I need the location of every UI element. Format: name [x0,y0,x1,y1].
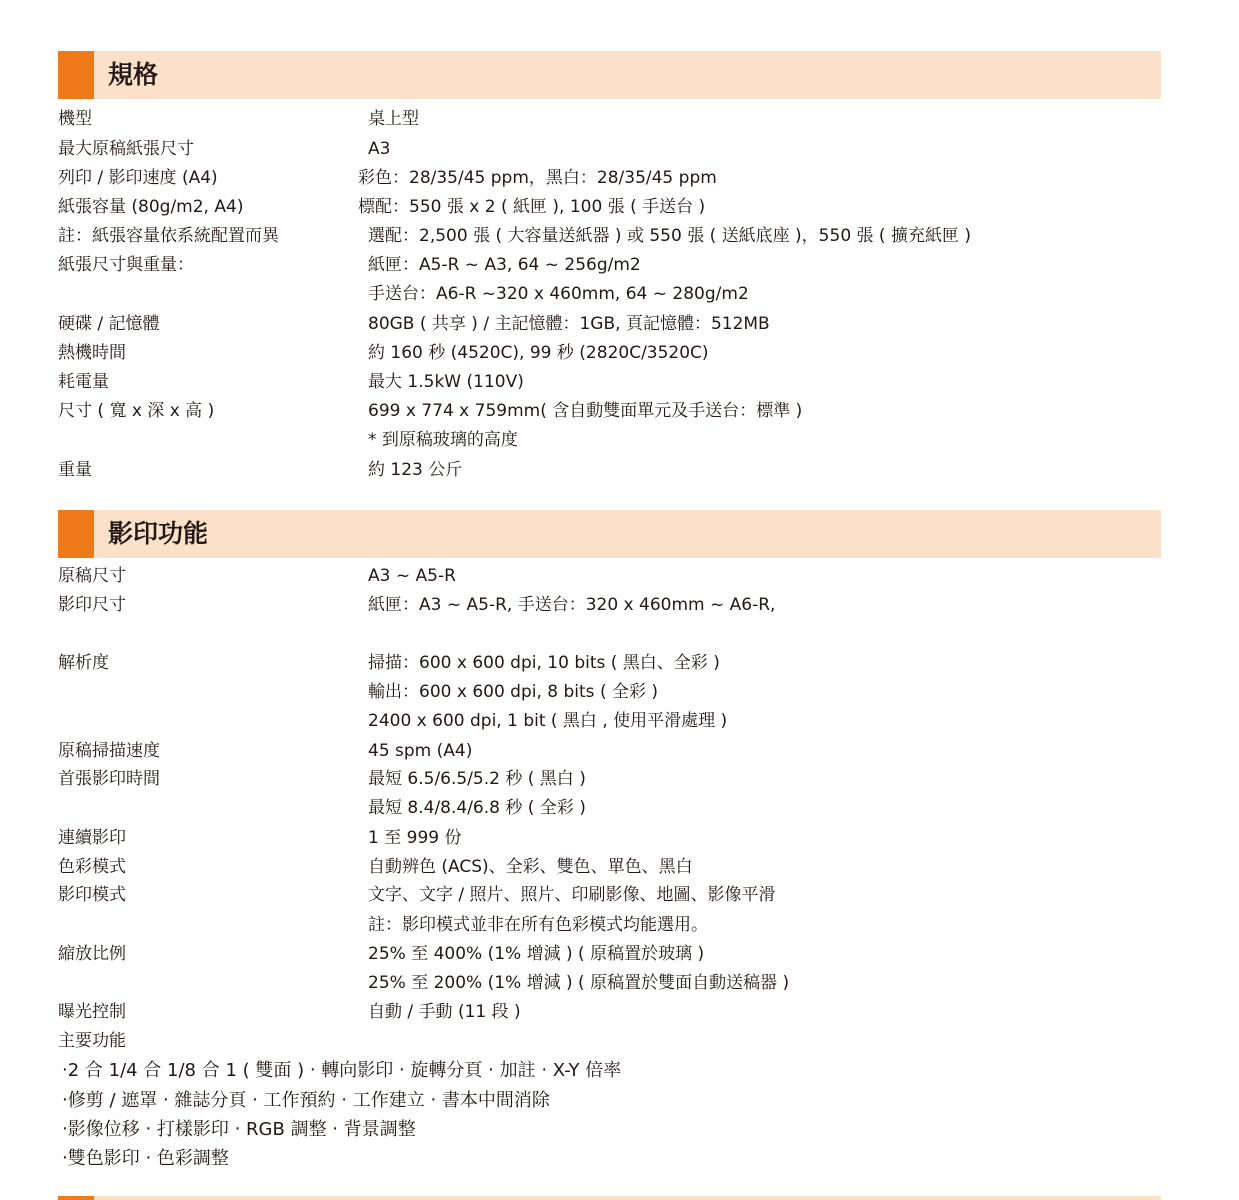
copy-value: 最短 6.5/6.5/5.2 秒 ( 黑白 ) [368,769,586,789]
spec-value: 約 160 秒 (4520C), 99 秒 (2820C/3520C) [368,343,709,363]
copy-label: 原稿尺寸 [58,566,126,586]
copy-value: 25% 至 400% (1% 增減 ) ( 原稿置於玻璃 ) [368,944,705,964]
specs-section-header [58,51,1161,99]
spec-value: A3 [368,139,391,159]
copy-row [0,707,1239,736]
spec-value: 手送台：A6-R ~320 x 460mm, 64 ~ 280g/m2 [368,284,749,304]
copy-value: 掃描：600 x 600 dpi, 10 bits ( 黑白、全彩 ) [368,653,720,673]
spec-value: 選配：2,500 張 ( 大容量送紙器 ) 或 550 張 ( 送紙底座 )，550 張 ( 擴充紙匣 ) [368,226,972,246]
copy-label: 縮放比例 [58,944,126,964]
copy-row [0,940,1239,969]
spec-label: 熱機時間 [58,343,126,363]
section-accent-bar [58,51,94,99]
copy-section-header [58,510,1161,558]
section-accent-bar [58,1196,94,1200]
copy-row [0,765,1239,794]
copy-row [0,1027,1239,1056]
copy-value: A3 ~ A5-R [368,566,456,586]
spec-row [0,339,1239,368]
spec-row [0,105,1239,134]
spec-label: 重量 [58,460,92,480]
section-accent-bar [58,510,94,558]
copy-value: 註：影印模式並非在所有色彩模式均能選用。 [368,915,708,935]
copy-label: 首張影印時間 [58,769,160,789]
spec-label: 硬碟 / 記憶體 [58,314,160,334]
spec-label: 尺寸 ( 寬 x 深 x 高 ) [58,401,215,421]
copy-label: 曝光控制 [58,1002,126,1022]
copy-value: 25% 至 200% (1% 增減 ) ( 原稿置於雙面自動送稿器 ) [368,973,790,993]
spec-value: 最大 1.5kW (110V) [368,372,524,392]
spec-label: 列印 / 影印速度 (A4) [58,168,218,188]
copy-value: 45 spm (A4) [368,741,473,761]
spec-value: 標配：550 張 x 2 ( 紙匣 ), 100 張 ( 手送台 ) [358,197,706,217]
copy-label: 解析度 [58,653,109,673]
copy-value: 輸出：600 x 600 dpi, 8 bits ( 全彩 ) [368,682,659,702]
copy-row [0,998,1239,1027]
copy-value: 2400 x 600 dpi, 1 bit ( 黑白 , 使用平滑處理 ) [368,711,728,731]
copy-row [0,824,1239,853]
copy-value: 紙匣：A3 ~ A5-R, 手送台：320 x 460mm ~ A6-R, [368,595,776,615]
copy-row [0,881,1239,910]
copy-label: 主要功能 [58,1031,126,1051]
spec-row [0,368,1239,397]
copy-value: 自動 / 手動 (11 段 ) [368,1002,521,1022]
spec-value: 彩色：28/35/45 ppm，黑白：28/35/45 ppm [358,168,717,188]
copy-value: 文字、文字 / 照片、照片、印刷影像、地圖、影像平滑 [368,885,776,905]
copy-row [0,678,1239,707]
copy-row [0,591,1239,620]
spec-row [0,426,1239,455]
spec-row [0,456,1239,485]
spec-value: * 到原稿玻璃的高度 [368,430,518,450]
spec-label: 最大原稿紙張尺寸 [58,139,194,159]
copy-row [0,649,1239,678]
spec-row [0,164,1239,193]
copy-row [0,737,1239,766]
spec-value: 80GB ( 共享 ) / 主記憶體：1GB, 頁記憶體：512MB [368,314,770,334]
feature-line: ‧雙色影印 ‧ 色彩調整 [62,1148,229,1169]
copy-row [0,853,1239,882]
copy-section-title: 影印功能 [108,519,209,548]
spec-label: 紙張容量 (80g/m2, A4) [58,197,244,217]
spec-label: 耗電量 [58,372,109,392]
copy-value: 最短 8.4/8.4/6.8 秒 ( 全彩 ) [368,798,586,818]
spec-value: 紙匣：A5-R ~ A3, 64 ~ 256g/m2 [368,255,641,275]
copy-label: 色彩模式 [58,857,126,877]
feature-line: ‧影像位移 ‧ 打樣影印 ‧ RGB 調整 ‧ 背景調整 [62,1119,416,1140]
spec-row [0,251,1239,280]
copy-row [0,562,1239,591]
copy-value: 1 至 999 份 [368,828,462,848]
spec-row [0,280,1239,309]
copy-label: 連續影印 [58,828,126,848]
next-section-header-edge [58,1196,1161,1200]
spec-row [0,397,1239,426]
spec-value: 桌上型 [368,109,419,129]
copy-value: 自動辨色 (ACS)、全彩、雙色、單色、黑白 [368,857,693,877]
spec-row [0,135,1239,164]
spec-row [0,310,1239,339]
copy-row [0,969,1239,998]
spec-value: 699 x 774 x 759mm( 含自動雙面單元及手送台：標準 ) [368,401,803,421]
feature-line: ‧修剪 / 遮罩 ‧ 雜誌分頁 ‧ 工作預約 ‧ 工作建立 ‧ 書本中間消除 [62,1090,550,1111]
copy-row [0,911,1239,940]
copy-label: 影印尺寸 [58,595,126,615]
spec-value: 約 123 公斤 [368,460,463,480]
specs-section-title: 規格 [108,60,159,89]
spec-row [0,222,1239,251]
copy-label: 原稿掃描速度 [58,741,160,761]
spec-label: 機型 [58,109,92,129]
feature-line: ‧2 合 1/4 合 1/8 合 1 ( 雙面 ) ‧ 轉向影印 ‧ 旋轉分頁 ‧ 加註 ‧ X-Y 倍率 [62,1060,622,1081]
spec-label: 紙張尺寸與重量： [58,255,194,275]
copy-row [0,794,1239,823]
spec-row [0,193,1239,222]
spec-label: 註：紙張容量依系統配置而異 [58,226,279,246]
copy-label: 影印模式 [58,885,126,905]
